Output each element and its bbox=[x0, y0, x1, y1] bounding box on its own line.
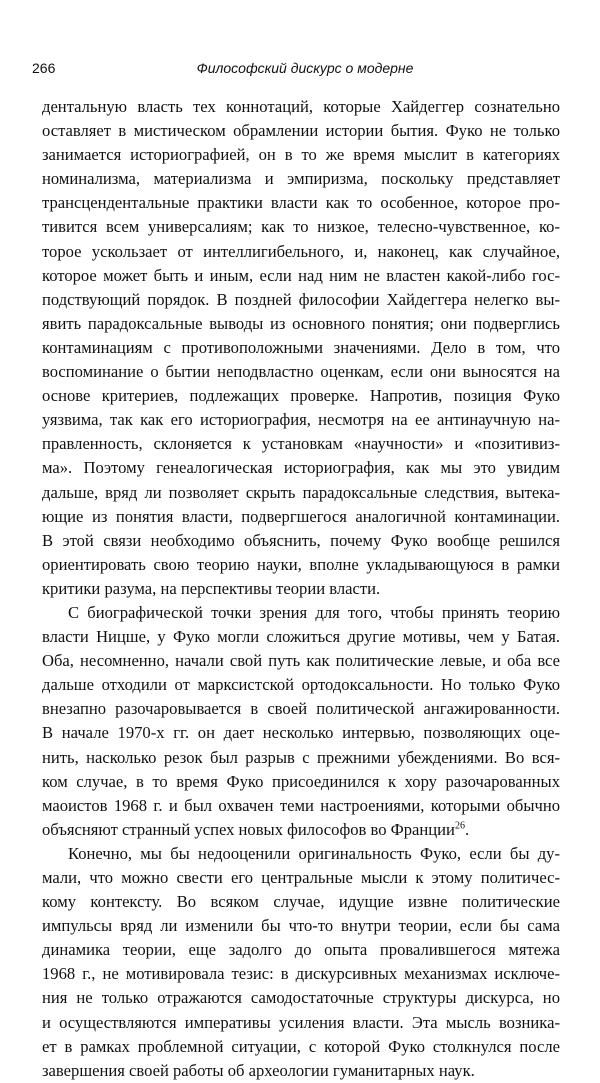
text-line: В начале 1970-х гг. он дает несколько интервью, позволяющих оце- bbox=[42, 723, 560, 743]
text-line: ния не только отражаются самодостаточные структуры дискурса, но bbox=[42, 988, 560, 1008]
text-line: дальше, вряд ли позволяет скрыть парадоксальные следствия, вытека- bbox=[42, 482, 560, 502]
text-line: импульсы вряд ли изменили бы что-то внутри теории, если бы сама bbox=[42, 916, 560, 936]
line-tail: . bbox=[464, 819, 470, 839]
text-line: занимается историографией, он в то же время мыслит в категориях bbox=[42, 145, 560, 165]
text-line: критики разума, на перспективы теории власти. bbox=[42, 578, 381, 598]
text-line: уязвима, так как его историография, несмотря на ее антинаучную на- bbox=[42, 410, 560, 430]
text-line: оставляет в мистическом обрамлении истории бытия. Фуко не только bbox=[42, 121, 560, 141]
text-line: которое может быть и иным, если над ним не властен какой-либо гос- bbox=[42, 265, 560, 285]
text-line: и осуществляются императивы усиления власти. Эта мысль возника- bbox=[42, 1012, 560, 1032]
page-header bbox=[32, 60, 558, 82]
paragraph-3 bbox=[42, 842, 560, 1083]
text-line: трансцендентальные практики власти как то особенное, которое про- bbox=[42, 193, 560, 213]
text-line: динамика теории, еще задолго до опыта провалившегося мятежа bbox=[42, 940, 560, 960]
text-line: Конечно, мы бы недооценили оригинальность Фуко, если бы ду- bbox=[68, 843, 560, 863]
text-line: нить, насколько резок был разрыв с прежними убеждениями. Во вся- bbox=[42, 747, 560, 767]
text-line: основе критериев, подлежащих проверке. Напротив, позиция Фуко bbox=[42, 386, 560, 406]
text-line: маоистов 1968 г. и был охвачен теми настроениями, которыми обычно bbox=[42, 795, 560, 815]
text-line: мали, что можно свести его центральные мысли к этому политичес- bbox=[42, 868, 560, 887]
text-line: дентальную власть тех коннотаций, которые Хайдеггер сознательно bbox=[42, 97, 560, 116]
text-line: завершения своей работы об археологии гуманитарных наук. bbox=[42, 1060, 475, 1080]
running-title: Философский дискурс о модерне bbox=[196, 60, 414, 76]
text-line: явить парадоксальные выводы из основного понятия; они подверглись bbox=[42, 313, 560, 333]
footnote-reference[interactable]: 26 bbox=[454, 820, 465, 832]
body-text bbox=[42, 95, 560, 1083]
text-line: правленность, склоняется к установкам «научности» и «позитивиз- bbox=[42, 434, 560, 454]
text-line: контаминациям с противоположными значениями. Дело в том, что bbox=[42, 337, 560, 357]
text-line: воспоминание о бытии неподвластно оценкам, если они выносятся на bbox=[42, 362, 560, 382]
text-line: тивится всем универсалиям; как то низкое, телесно-чувственное, ко- bbox=[42, 217, 560, 237]
text-line: ориентировать свою теорию науки, вполне укладывающуюся в рамки bbox=[42, 554, 560, 574]
text-line: кому контексту. Во всяком случае, идущие извне политические bbox=[42, 892, 560, 912]
text-line: внезапно разочаровывается в своей политической ангажированности. bbox=[42, 699, 560, 719]
text-line: объясняют странный успех новых философов во Франции$^{26}$. bbox=[42, 819, 470, 839]
text-line: ет в рамках проблемной ситуации, с которой Фуко столкнулся после bbox=[42, 1036, 560, 1056]
text-line: власти Ницше, у Фуко могли сложиться другие мотивы, чем у Батая. bbox=[42, 627, 560, 647]
text-line: номинализма, материализма и эмпиризма, поскольку представляет bbox=[42, 169, 560, 189]
text-line: С биографической точки зрения для того, чтобы принять теорию bbox=[68, 602, 560, 622]
text-line: подствующий порядок. В поздней философии Хайдеггера нелегко вы- bbox=[42, 289, 560, 309]
paragraph-1 bbox=[42, 95, 560, 601]
text-line: ма». Поэтому генеалогическая историография, как мы это увидим bbox=[42, 458, 560, 478]
text-line: торое ускользает от интеллигибельного, и, наконец, как случайное, bbox=[42, 241, 560, 261]
text-line: 1968 г., не мотивировала тезис: в дискурсивных механизмах исключе- bbox=[42, 964, 560, 984]
text-line: дальше отходили от марксистской ортодоксальности. Но только Фуко bbox=[42, 675, 560, 695]
text-line: ющие из понятия власти, подвергшегося аналогичной контаминации. bbox=[42, 506, 560, 526]
text-line: В этой связи необходимо объяснить, почему Фуко вообще решился bbox=[42, 530, 560, 550]
page-number: 266 bbox=[32, 60, 56, 76]
text-line: ком случае, в то время Фуко присоединился к хору разочарованных bbox=[42, 771, 560, 791]
text-line: Оба, несомненно, начали свой путь как политические левые, и оба все bbox=[42, 651, 560, 671]
paragraph-2 bbox=[42, 601, 560, 842]
